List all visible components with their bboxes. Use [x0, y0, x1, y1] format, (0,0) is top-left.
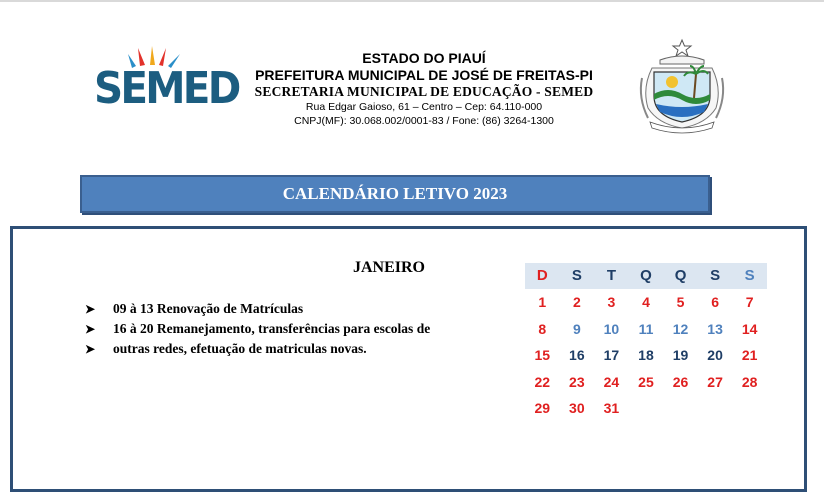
calendar-week-row [525, 316, 767, 343]
calendar-day: 11 [638, 320, 654, 337]
letterhead [226, 50, 622, 128]
calendar-week-row [525, 289, 767, 316]
calendar-day: 20 [707, 347, 723, 363]
calendar-day: 23 [569, 373, 585, 390]
weekday-label: Q [674, 267, 687, 284]
calendar-day: 7 [745, 294, 754, 310]
event-item: ➤ 16 à 20 Remanejamento, transferências para escolas de [85, 319, 515, 339]
calendar-days [525, 289, 767, 422]
month-calendar [525, 263, 767, 422]
calendar-day: 25 [638, 373, 654, 390]
calendar-day: 2 [572, 294, 581, 310]
calendar-day: 4 [642, 294, 650, 310]
month-section [10, 226, 807, 492]
event-item: ➤ 09 à 13 Renovação de Matrículas [85, 299, 515, 319]
calendar-day: 16 [569, 347, 585, 363]
calendar-day: 24 [603, 373, 620, 390]
weekday-label: S [571, 267, 582, 284]
calendar-day: 3 [607, 294, 616, 310]
calendar-day: 22 [534, 373, 551, 390]
month-events [85, 299, 515, 359]
calendar-title-bar [80, 175, 710, 213]
calendar-day: 30 [569, 400, 585, 416]
calendar-day: 29 [534, 400, 551, 416]
calendar-day: 14 [741, 320, 758, 337]
calendar-week-row [525, 342, 767, 369]
calendar-day: 1 [538, 294, 547, 310]
calendar-title: CALENDÁRIO LETIVO 2023 [282, 184, 508, 203]
weekday-label: D [536, 267, 548, 284]
top-divider [0, 0, 824, 2]
weekday-label: T [606, 267, 616, 284]
calendar-day: 21 [741, 347, 758, 363]
prefeitura-name: PREFEITURA MUNICIPAL DE JOSÉ DE FREITAS-PI [255, 67, 593, 83]
calendar-day: 27 [707, 373, 723, 390]
calendar-day: 15 [534, 347, 551, 363]
address-line: Rua Edgar Gaioso, 61 – Centro – Cep: 64.110-000 [305, 101, 543, 113]
calendar-day: 28 [741, 373, 758, 390]
calendar-day: 17 [603, 347, 620, 363]
calendar-day: 26 [672, 373, 689, 390]
weekday-header [525, 263, 767, 289]
semed-logo [94, 44, 239, 118]
calendar-day: 31 [603, 400, 620, 416]
month-name: JANEIRO [352, 259, 425, 276]
cnpj-line: CNPJ(MF): 30.068.002/0001-83 / Fone: (86) 3264-1300 [294, 115, 554, 127]
calendar-day: 12 [672, 320, 689, 337]
arrow-bullet-icon: ➤ [85, 322, 96, 336]
calendar-week-row [525, 395, 767, 422]
calendar-day: 6 [711, 294, 719, 310]
weekday-label: S [710, 267, 721, 284]
weekday-label: S [744, 267, 755, 284]
calendar-week-row [525, 369, 767, 396]
calendar-day: 19 [672, 347, 689, 363]
calendar-day: 18 [638, 347, 654, 363]
municipal-coat-of-arms-icon [634, 38, 730, 134]
semed-logo-text: SEMED [94, 63, 239, 114]
arrow-bullet-icon: ➤ [85, 342, 96, 356]
event-item: ➤ outras redes, efetuação de matriculas novas. [85, 339, 515, 359]
state-name: ESTADO DO PIAUÍ [362, 50, 486, 66]
weekday-label: Q [640, 267, 652, 284]
calendar-day: 13 [707, 320, 723, 337]
calendar-day: 9 [572, 320, 581, 337]
calendar-day: 8 [538, 320, 547, 337]
arrow-bullet-icon: ➤ [85, 302, 96, 316]
calendar-day: 10 [603, 320, 620, 337]
calendar-day: 5 [676, 294, 685, 310]
secretaria-name: SECRETARIA MUNICIPAL DE EDUCAÇÃO - SEMED [254, 84, 594, 99]
